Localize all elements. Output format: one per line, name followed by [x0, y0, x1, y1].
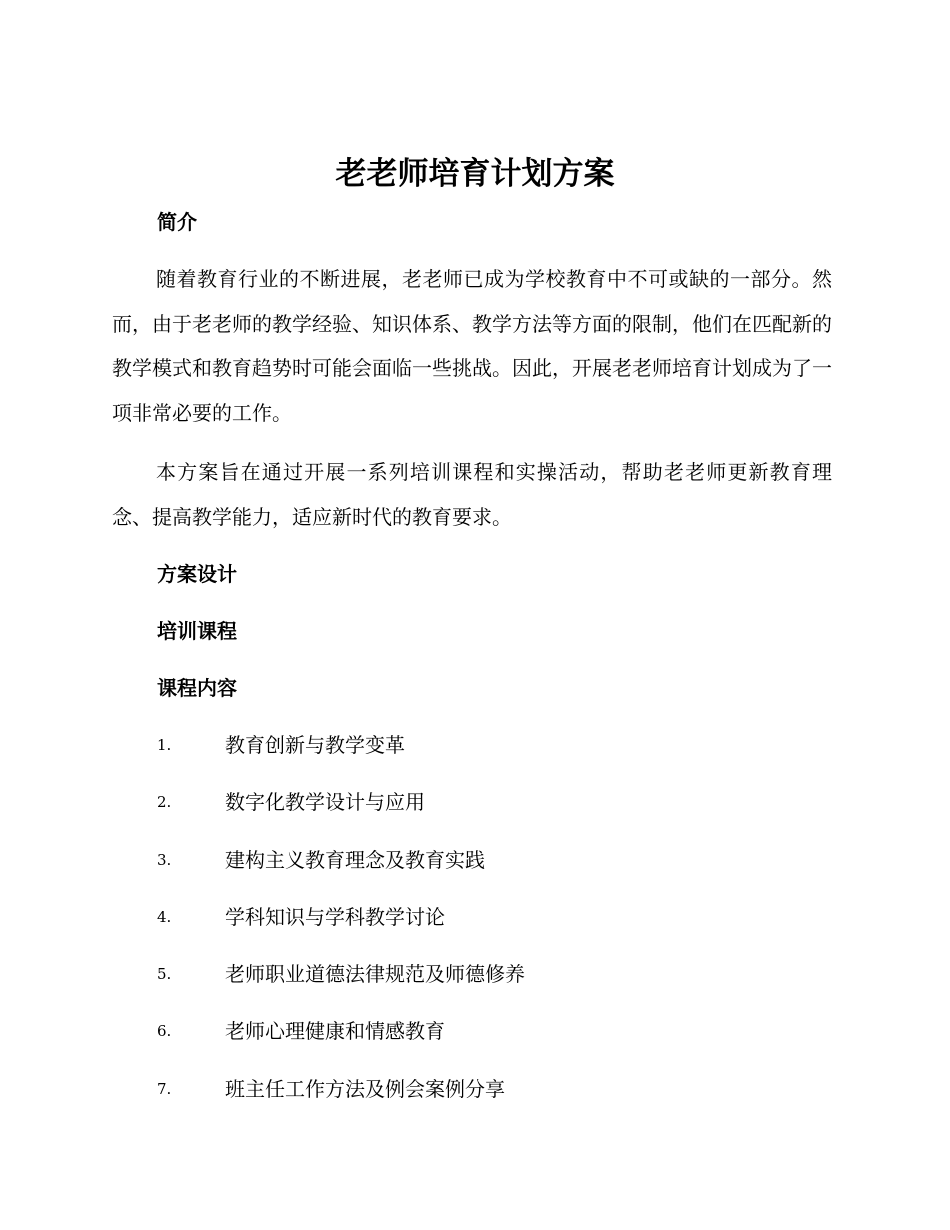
- list-item-text: 建构主义教育理念及教育实践: [225, 847, 485, 872]
- list-item-text: 教育创新与教学变革: [225, 733, 405, 757]
- list-item-text: 数字化教学设计与应用: [225, 790, 425, 815]
- list-item-number: 7.: [157, 1079, 172, 1098]
- document-title: 老老师培育计划方案: [335, 156, 615, 192]
- list-item-number: 2.: [157, 793, 172, 812]
- list-item-number: 1.: [157, 736, 172, 754]
- list-item-text: 老师心理健康和情感教育: [225, 1019, 445, 1044]
- list-item-text: 班主任工作方法及例会案例分享: [225, 1076, 505, 1101]
- intro-paragraph-1: 随着教育行业的不断进展，老老师已成为学校教育中不可或缺的一部分。然而，由于老老师的教学经验、知识体系、教学方法等方面的限制，他们在匹配新的教学模式和教育趋势时可能会面临一些挑战。因此，开展老老师培育计划成为了一项非常必要的工作。: [112, 267, 832, 425]
- list-item-number: 6.: [157, 1022, 172, 1041]
- list-item-text: 学科知识与学科教学讨论: [225, 904, 445, 929]
- section-heading-design: 方案设计: [157, 562, 237, 586]
- section-heading-content: 课程内容: [157, 676, 237, 700]
- section-heading-intro: 简介: [157, 210, 197, 234]
- list-item-text: 老师职业道德法律规范及师德修养: [225, 962, 525, 987]
- list-item-number: 3.: [157, 850, 172, 869]
- list-item-number: 4.: [157, 907, 172, 926]
- section-heading-training: 培训课程: [157, 619, 237, 643]
- intro-paragraph-2: 本方案旨在通过开展一系列培训课程和实操活动，帮助老老师更新教育理念、提高教学能力，适应新时代的教育要求。: [112, 460, 832, 529]
- list-item-number: 5.: [157, 965, 172, 984]
